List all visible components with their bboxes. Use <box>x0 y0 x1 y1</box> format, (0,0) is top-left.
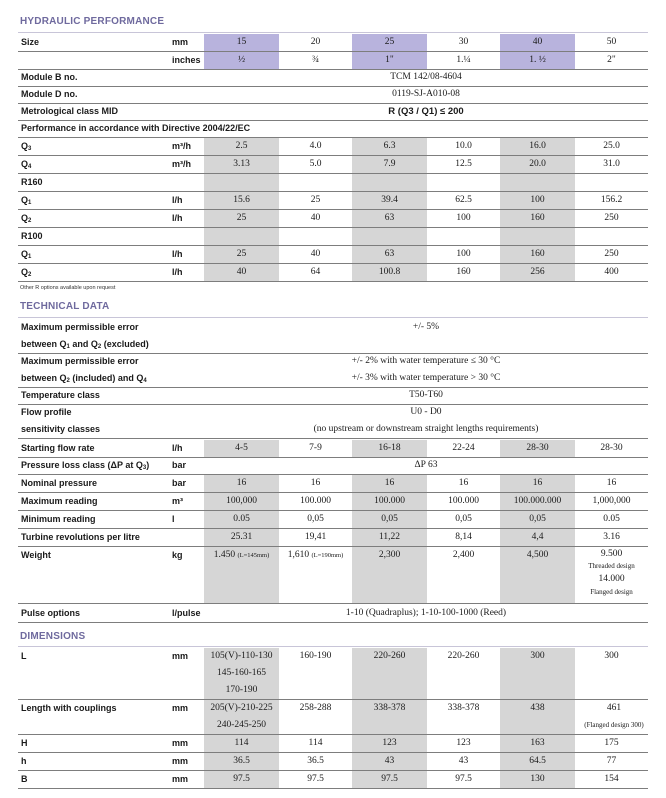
row-label: Minimum reading <box>21 514 96 524</box>
table-cell: 258-288 <box>299 703 332 713</box>
row-unit: mm <box>172 37 189 47</box>
footnote: Other R options available upon request <box>20 285 116 291</box>
table-cell <box>500 174 575 191</box>
table-cell: 36.5 <box>307 756 324 766</box>
table-cell: 338-378 <box>352 700 427 734</box>
table-cell: 7.9 <box>352 156 427 173</box>
table-cell: 100.8 <box>352 264 427 281</box>
row-label: R100 <box>21 231 43 241</box>
nominal-pressure-row <box>18 475 648 493</box>
row-label: Starting flow rate <box>21 443 95 453</box>
table-cell: 64.5 <box>500 753 575 770</box>
table-cell: 64 <box>310 267 321 277</box>
row-label: R160 <box>21 177 43 187</box>
table-cell: 10.0 <box>455 141 472 151</box>
table-cell: 77 <box>606 756 617 766</box>
table-cell: 220-260 <box>352 648 427 699</box>
table-cell: 163 <box>500 735 575 752</box>
dim-L-row <box>18 648 648 700</box>
table-cell: 1.¼ <box>456 55 471 65</box>
row-label: Turbine revolutions per litre <box>21 532 140 542</box>
mpe2-row <box>18 354 648 370</box>
table-cell: 160 <box>500 210 575 227</box>
table-cell: 220-260 <box>447 651 480 661</box>
table-cell: 25.0 <box>603 141 620 151</box>
table-cell: 7-9 <box>309 443 322 453</box>
table-cell: 160-190 <box>299 651 332 661</box>
table-cell: 0,05 <box>307 514 324 524</box>
q3-row <box>18 138 648 156</box>
table-cell: 1.450 (L=145mm) <box>204 547 279 603</box>
r160-q1-row <box>18 192 648 210</box>
table-cell: 97.5 <box>455 774 472 784</box>
table-cell: 114 <box>204 735 279 752</box>
table-cell <box>204 228 279 245</box>
flow-profile-value: U0 - D0 <box>410 407 442 417</box>
row-label: sensitivity classes <box>21 424 101 434</box>
row-unit: bar <box>172 478 187 488</box>
table-cell: 40 <box>204 264 279 281</box>
table-cell: 40 <box>500 34 575 51</box>
flow-profile-row <box>18 405 648 421</box>
table-cell: 0,05 <box>352 511 427 528</box>
table-cell: 100.000 <box>352 493 427 510</box>
dim-B-row <box>18 771 648 789</box>
table-cell: 160 <box>456 267 471 277</box>
row-label: between $Q_1$ and $Q_2$ (excluded) <box>21 339 149 350</box>
mpe1-row <box>18 320 648 336</box>
section-title-technical: TECHNICAL DATA <box>20 301 110 312</box>
pressure-loss-row <box>18 458 648 475</box>
table-cell: 16 <box>606 478 617 488</box>
module-d-value: 0119-SJ-A010-08 <box>392 89 460 99</box>
table-cell: 28-30 <box>500 440 575 457</box>
table-cell: 338-378 <box>447 703 480 713</box>
table-cell: 25.31 <box>204 529 279 546</box>
table-cell: 1" <box>352 52 427 69</box>
row-label: $Q_3$ <box>21 141 32 152</box>
table-cell: 0.05 <box>603 514 620 524</box>
table-cell: 19,41 <box>304 532 327 542</box>
row-unit: m³ <box>172 496 183 506</box>
table-cell: 11,22 <box>352 529 427 546</box>
dim-couplings-row <box>18 700 648 735</box>
table-cell: ½ <box>204 52 279 69</box>
table-cell: 25 <box>310 195 321 205</box>
row-unit: mm <box>172 738 189 748</box>
table-cell: 5.0 <box>309 159 322 169</box>
table-cell: 28-30 <box>600 443 623 453</box>
table-cell: 1,000,000 <box>592 496 631 506</box>
table-cell <box>204 174 279 191</box>
table-cell: 39.4 <box>352 192 427 209</box>
starting-flow-row <box>18 440 648 458</box>
row-label: L <box>21 651 27 661</box>
table-cell: 100,000 <box>204 493 279 510</box>
table-cell: 100 <box>456 249 471 259</box>
table-cell: ¾ <box>311 55 320 65</box>
table-cell: 16 <box>204 475 279 492</box>
section-title-hydraulic: HYDRAULIC PERFORMANCE <box>20 16 165 27</box>
r100-q2-row <box>18 264 648 282</box>
row-unit: kg <box>172 550 183 560</box>
table-cell: 100 <box>456 213 471 223</box>
table-cell: 15.6 <box>204 192 279 209</box>
table-cell: 16 <box>310 478 321 488</box>
table-cell: 205(V)-210-225 240-245-250 <box>204 700 279 734</box>
row-unit: l/h <box>172 267 183 277</box>
table-cell: 16 <box>352 475 427 492</box>
table-cell: 3.16 <box>603 532 620 542</box>
row-label: B <box>21 774 28 784</box>
table-cell: 36.5 <box>204 753 279 770</box>
table-cell: 105(V)-110-130 145-160-165 170-190 <box>204 648 279 699</box>
section-rule <box>18 646 648 647</box>
row-unit: inches <box>172 55 201 65</box>
table-cell: 63 <box>352 210 427 227</box>
row-label: Maximum reading <box>21 496 98 506</box>
section-rule <box>18 32 648 33</box>
row-label: Temperature class <box>21 390 100 400</box>
q4-row <box>18 156 648 174</box>
mpe1-value: +/- 5% <box>412 322 440 332</box>
table-cell: 50 <box>606 37 617 47</box>
row-unit: m³/h <box>172 159 191 169</box>
table-cell: 97.5 <box>352 771 427 788</box>
mpe2b-value: +/- 3% with water temperature > 30 °C <box>351 373 501 383</box>
table-cell: 154 <box>604 774 619 784</box>
table-cell: 31.0 <box>603 159 620 169</box>
table-cell: 16-18 <box>352 440 427 457</box>
pulse-value: 1-10 (Quadraplus); 1-10-100-1000 (Reed) <box>345 608 507 618</box>
table-cell: 4,500 <box>500 547 575 603</box>
row-unit: mm <box>172 651 189 661</box>
row-unit: m³/h <box>172 141 191 151</box>
dim-h-row <box>18 753 648 771</box>
inches-row <box>18 52 648 70</box>
table-cell <box>352 228 427 245</box>
row-label: Length with couplings <box>21 703 117 713</box>
table-cell: 2,300 <box>352 547 427 603</box>
performance-row <box>18 121 648 138</box>
section-title-dimensions: DIMENSIONS <box>20 631 86 642</box>
table-cell: 16.0 <box>500 138 575 155</box>
row-unit: mm <box>172 703 189 713</box>
turbine-row <box>18 529 648 547</box>
table-cell: 15 <box>204 34 279 51</box>
table-cell: 100 <box>500 192 575 209</box>
table-cell: 4-5 <box>204 440 279 457</box>
row-label: $Q_2$ <box>21 213 32 224</box>
table-cell: 30 <box>458 37 469 47</box>
row-label: Performance in accordance with Directive 2004/22/EC <box>21 123 251 133</box>
row-label: Pressure loss class (ΔP at $Q_3$) <box>21 460 150 471</box>
row-label: Maximum permissible error <box>21 356 139 366</box>
table-cell: 0,05 <box>500 511 575 528</box>
table-cell: 130 <box>500 771 575 788</box>
row-label: $Q_4$ <box>21 159 32 170</box>
pulse-row <box>18 604 648 623</box>
row-label: Size <box>21 37 40 47</box>
row-label: Weight <box>21 550 51 560</box>
row-unit: l <box>172 514 175 524</box>
row-unit: l/h <box>172 195 183 205</box>
table-cell: 4.0 <box>309 141 322 151</box>
table-cell: 62.5 <box>455 195 472 205</box>
max-reading-row <box>18 493 648 511</box>
row-unit: mm <box>172 756 189 766</box>
sensitivity-value: (no upstream or downstream straight lengths requirements) <box>313 424 539 434</box>
mpe2-value: +/- 2% with water temperature ≤ 30 °C <box>351 356 501 366</box>
temperature-row <box>18 388 648 405</box>
table-cell: 20.0 <box>500 156 575 173</box>
table-cell: 2.5 <box>204 138 279 155</box>
row-label: $Q_1$ <box>21 195 32 206</box>
table-cell: 461 (Flanged design 300) <box>584 703 644 729</box>
metrological-row <box>18 104 648 121</box>
table-cell: 123 <box>352 735 427 752</box>
row-label: $Q_2$ <box>21 267 32 278</box>
table-cell: 250 <box>604 213 619 223</box>
table-cell: 25 <box>204 210 279 227</box>
row-label: Maximum permissible error <box>21 322 139 332</box>
table-cell: 40 <box>310 249 321 259</box>
row-label: Pulse options <box>21 608 81 618</box>
row-label: h <box>21 756 27 766</box>
table-cell: 16 <box>458 478 469 488</box>
table-cell: 0.05 <box>204 511 279 528</box>
table-cell: 40 <box>310 213 321 223</box>
size-row <box>18 34 648 52</box>
table-cell: 22-24 <box>452 443 475 453</box>
row-label: Nominal pressure <box>21 478 98 488</box>
table-cell: 3.13 <box>204 156 279 173</box>
table-cell: 0,05 <box>455 514 472 524</box>
row-label: between $Q_2$ (included) and $Q_4$ <box>21 373 147 384</box>
mpe1b-row <box>18 337 648 354</box>
table-cell: 100.000 <box>448 496 479 506</box>
r160-q2-row <box>18 210 648 228</box>
row-unit: l/h <box>172 249 183 259</box>
table-cell: 25 <box>352 34 427 51</box>
mpe2b-row <box>18 371 648 388</box>
pressure-loss-value: ΔP 63 <box>414 460 438 470</box>
sensitivity-row <box>18 422 648 439</box>
table-cell: 250 <box>604 249 619 259</box>
row-label: Module D no. <box>21 89 78 99</box>
table-cell: 300 <box>500 648 575 699</box>
row-unit: l/h <box>172 213 183 223</box>
table-cell: 63 <box>352 246 427 263</box>
row-label: Metrological class MID <box>21 106 119 116</box>
table-cell: 114 <box>308 738 323 748</box>
dim-H-row <box>18 735 648 753</box>
r100-q1-row <box>18 246 648 264</box>
row-label: Module B no. <box>21 72 78 82</box>
table-cell: 43 <box>352 753 427 770</box>
table-cell: 156.2 <box>600 195 623 205</box>
table-cell: 97.5 <box>204 771 279 788</box>
row-unit: l/pulse <box>172 608 201 618</box>
table-cell: 25 <box>204 246 279 263</box>
min-reading-row <box>18 511 648 529</box>
section-rule <box>18 317 648 318</box>
row-label: $Q_1$ <box>21 249 32 260</box>
table-cell: 4,4 <box>500 529 575 546</box>
row-unit: l/h <box>172 443 183 453</box>
row-unit: bar <box>172 460 187 470</box>
table-cell: 12.5 <box>455 159 472 169</box>
table-cell: 175 <box>604 738 619 748</box>
module-b-row <box>18 70 648 87</box>
row-label: H <box>21 738 28 748</box>
module-b-value: TCM 142/08-4604 <box>390 72 462 82</box>
table-cell: 6.3 <box>352 138 427 155</box>
table-cell: 1,610 (L=190mm) <box>287 550 344 560</box>
table-cell: 100.000 <box>300 496 331 506</box>
table-cell: 97.5 <box>307 774 324 784</box>
table-cell: 43 <box>458 756 469 766</box>
weight-row <box>18 547 648 604</box>
table-cell: 160 <box>500 246 575 263</box>
temperature-value: T50-T60 <box>409 390 443 400</box>
row-unit: mm <box>172 774 189 784</box>
table-cell <box>500 228 575 245</box>
table-cell: 8,14 <box>455 532 472 542</box>
table-cell: 1. ½ <box>500 52 575 69</box>
row-label: Flow profile <box>21 407 72 417</box>
table-cell: 9.500 Threaded design 14.000 Flanged design <box>588 549 635 596</box>
metrological-value: R (Q3 / Q1) ≤ 200 <box>388 106 464 117</box>
table-cell: 300 <box>604 651 619 661</box>
table-cell: 438 <box>500 700 575 734</box>
r100-row <box>18 228 648 246</box>
table-cell: 2,400 <box>452 550 475 560</box>
table-cell: 100.000.000 <box>500 493 575 510</box>
table-cell: 123 <box>456 738 471 748</box>
table-cell <box>352 174 427 191</box>
table-cell: 16 <box>500 475 575 492</box>
module-d-row <box>18 87 648 104</box>
table-cell: 2" <box>607 55 616 65</box>
table-cell: 400 <box>604 267 619 277</box>
r160-row <box>18 174 648 192</box>
table-cell: 256 <box>500 264 575 281</box>
table-cell: 20 <box>310 37 321 47</box>
